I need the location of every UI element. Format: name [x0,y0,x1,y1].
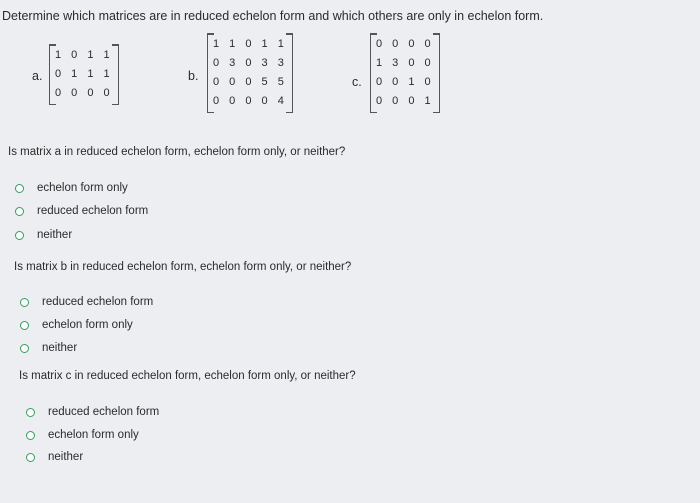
question-b-option-1[interactable] [20,296,153,308]
matrix-c-row-3: 0 0 1 0 [376,76,435,88]
matrix-b-row-2: 0 3 0 3 3 [213,57,288,69]
matrix-a-row-2: 0 1 1 1 [55,68,114,80]
matrix-c-label: c. [352,75,362,89]
option-label: reduced echelon form [48,406,160,418]
question-c: Is matrix c in reduced echelon form, echelon form only, or neither? [19,370,356,382]
matrix-c-row-1: 0 0 0 0 [376,38,435,50]
question-c-option-1[interactable] [26,406,159,418]
matrix-c-row-4: 0 0 0 1 [376,95,435,107]
option-label: reduced echelon form [42,296,154,308]
matrix-a-row-1: 1 0 1 1 [55,49,114,61]
radio-button[interactable] [26,453,35,462]
question-a-option-2[interactable] [15,205,148,217]
matrix-b-row-1: 1 1 0 1 1 [213,38,288,50]
question-b-option-3[interactable] [20,342,77,354]
option-label: echelon form only [48,429,139,441]
radio-button[interactable] [20,321,29,330]
question-a: Is matrix a in reduced echelon form, echelon form only, or neither? [8,146,346,158]
option-label: neither [37,229,73,241]
radio-button[interactable] [15,207,24,216]
matrix-b-row-3: 0 0 0 5 5 [213,76,288,88]
matrix-a [49,44,119,105]
radio-button[interactable] [26,431,35,440]
matrix-b [207,33,293,113]
option-label: neither [48,451,84,463]
matrix-c-row-2: 1 3 0 0 [376,57,435,69]
matrix-a-row-3: 0 0 0 0 [55,87,114,99]
question-b: Is matrix b in reduced echelon form, echelon form only, or neither? [14,261,352,273]
matrix-a-label: a. [32,69,43,83]
matrix-c [370,33,440,113]
matrix-b-label: b. [188,69,199,83]
question-a-option-1[interactable] [15,182,128,194]
question-c-option-3[interactable] [26,451,83,463]
option-label: reduced echelon form [37,205,149,217]
option-label: neither [42,342,78,354]
problem-prompt: Determine which matrices are in reduced echelon form and which others are only in echelon form. [2,9,544,23]
option-label: echelon form only [37,182,128,194]
question-b-option-2[interactable] [20,319,133,331]
matrix-b-row-4: 0 0 0 0 4 [213,95,288,107]
radio-button[interactable] [15,231,24,240]
question-a-option-3[interactable] [15,229,72,241]
question-c-option-2[interactable] [26,429,139,441]
radio-button[interactable] [20,344,29,353]
option-label: echelon form only [42,319,133,331]
radio-button[interactable] [26,408,35,417]
radio-button[interactable] [15,184,24,193]
radio-button[interactable] [20,298,29,307]
